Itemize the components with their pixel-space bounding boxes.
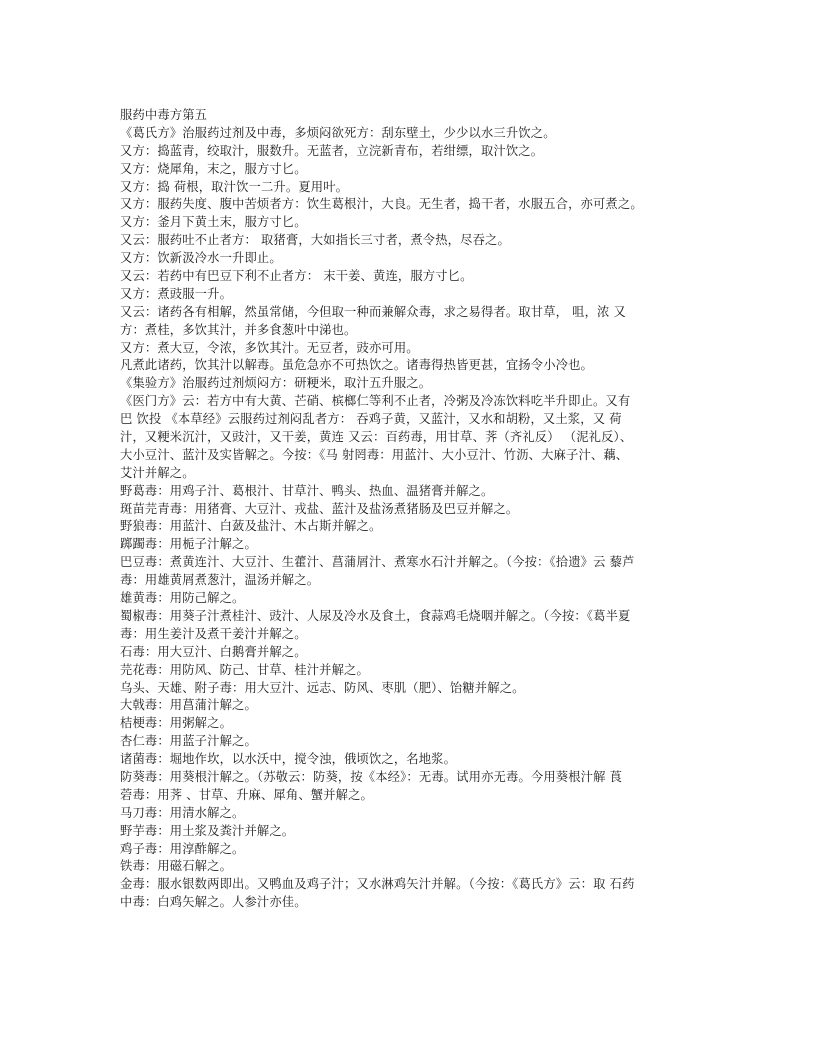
text-line: 金毒：服水银数两即出。又鸭血及鸡子汁；又水淋鸡矢汁并解。（今按：《葛氏方》云：取 石药 xyxy=(120,877,635,892)
text-line: 又方：烧犀角，末之，服方寸匕。 xyxy=(120,161,307,176)
text-line: 又方：捣 荷根，取汁饮一二升。夏用叶。 xyxy=(120,179,349,194)
text-line: 巴豆毒：煮黄连汁、大豆汁、生藿汁、菖蒲屑汁、煮寒水石汁并解之。（今按：《拾遗》云 藜芦 xyxy=(120,555,635,570)
text-line: 凡煮此诸药，饮其汁以解毒。虽危急亦不可热饮之。诸毒得热皆更甚，宜扬令小冷也。 xyxy=(120,358,593,373)
text-line: 巴 饮投 《本草经》云服药过剂闷乱者方： 吞鸡子黄，又蓝汁，又水和胡粉，又土浆，又 荷 xyxy=(120,412,622,427)
text-line: 艾汁并解之。 xyxy=(120,465,195,480)
text-line: 野狼毒：用蓝汁、白蔹及盐汁、木占斯并解之。 xyxy=(120,519,382,534)
text-line: 又方：服药失度、腹中苦烦者方：饮生葛根汁，大良。无生者，捣干者，水服五合，亦可煮之。 xyxy=(120,197,643,212)
text-line: 又方：釜月下黄土末，服方寸匕。 xyxy=(120,215,307,230)
text-line: 方：煮桂，多饮其汁，并多食葱叶中涕也。 xyxy=(120,322,357,337)
text-line: 又方：饮新汲冷水一升即止。 xyxy=(120,251,282,266)
text-line: 雄黄毒：用防己解之。 xyxy=(120,591,245,606)
text-line: 汁，又粳米沉汁，又豉汁，又干姜，黄连 又云：百药毒，用甘草、荠（齐礼反） （泥礼反）、 xyxy=(120,430,633,445)
document-page xyxy=(120,107,710,912)
text-line: 斑苗芫青毒：用猪膏、大豆汁、戎盐、蓝汁及盐汤煮猪肠及巴豆并解之。 xyxy=(120,501,519,516)
text-line: 桔梗毒：用粥解之。 xyxy=(120,716,233,731)
text-line: 又方：捣蓝青，绞取汁，服数升。无蓝者，立浣新青布，若绀缥，取汁饮之。 xyxy=(120,143,544,158)
text-line: 《集验方》治服药过剂烦闷方：研粳米，取汁五升服之。 xyxy=(120,376,432,391)
text-line: 又方：煮大豆，令浓，多饮其汁。无豆者，豉亦可用。 xyxy=(120,340,419,355)
text-line: 菪毒：用荠 、甘草、升麻、犀角、蟹并解之。 xyxy=(120,787,373,802)
text-line: 防葵毒：用葵根汁解之。（苏敬云：防葵，按《本经》：无毒。试用亦无毒。今用葵根汁解 莨 xyxy=(120,769,623,784)
text-line: 大小豆汁、蓝汁及实皆解之。今按：《马 射罔毒：用蓝汁、大小豆汁、竹沥、大麻子汁、藕、 xyxy=(120,447,629,462)
text-line: 杏仁毒：用蓝子汁解之。 xyxy=(120,734,257,749)
text-line: 芫花毒：用防风、防己、甘草、桂汁并解之。 xyxy=(120,662,369,677)
text-line: 毒：用生姜汁及煮干姜汁并解之。 xyxy=(120,626,307,641)
text-line: 铁毒：用磁石解之。 xyxy=(120,859,233,874)
text-line: 《医门方》云：若方中有大黄、芒硝、槟榔仁等利不止者，冷粥及冷冻饮料吃半升即止。又有 xyxy=(120,394,631,409)
text-line: 野芋毒：用土浆及粪汁并解之。 xyxy=(120,823,295,838)
text-line: 乌头、天雄、附子毒：用大豆汁、远志、防风、枣肌（肥）、饴糖并解之。 xyxy=(120,680,525,695)
document-title: 服药中毒方第五 xyxy=(120,108,208,122)
text-line: 踯躅毒：用栀子汁解之。 xyxy=(120,537,257,552)
text-line: 石毒：用大豆汁、白鹅膏并解之。 xyxy=(120,644,307,659)
text-line: 《葛氏方》治服药过剂及中毒，多烦闷欲死方：刮东壁土，少少以水三升饮之。 xyxy=(120,125,556,140)
text-line: 又云：服药吐不止者方： 取猪膏，大如指长三寸者，煮令热，尽吞之。 xyxy=(120,233,510,248)
text-line: 中毒：白鸡矢解之。人参汁亦佳。 xyxy=(120,895,307,910)
text-line: 蜀椒毒：用葵子汁煮桂汁、豉汁、人尿及冷水及食土，食蒜鸡毛烧咽并解之。（今按：《葛半夏 xyxy=(120,608,631,623)
text-line: 大戟毒：用菖蒲汁解之。 xyxy=(120,698,257,713)
text-line: 鸡子毒：用淳酢解之。 xyxy=(120,841,245,856)
text-line: 又云：诸药各有相解，然虽常储，今但取一种而兼解众毒，求之易得者。取甘草， 咀，浓 又 xyxy=(120,304,626,319)
text-line: 诸菌毒：堀地作坎，以水沃中，搅令浊，俄顷饮之，名地浆。 xyxy=(120,752,457,767)
text-line: 马刀毒：用清水解之。 xyxy=(120,805,245,820)
document-body xyxy=(120,125,710,912)
text-line: 又云：若药中有巴豆下利不止者方： 末干姜、黄连，服方寸匕。 xyxy=(120,269,473,284)
text-line: 毒：用雄黄屑煮葱汁，温汤并解之。 xyxy=(120,573,320,588)
text-line: 野葛毒：用鸡子汁、葛根汁、甘草汁、鸭头、热血、温猪膏并解之。 xyxy=(120,483,494,498)
text-line: 又方：煮豉服一升。 xyxy=(120,286,233,301)
